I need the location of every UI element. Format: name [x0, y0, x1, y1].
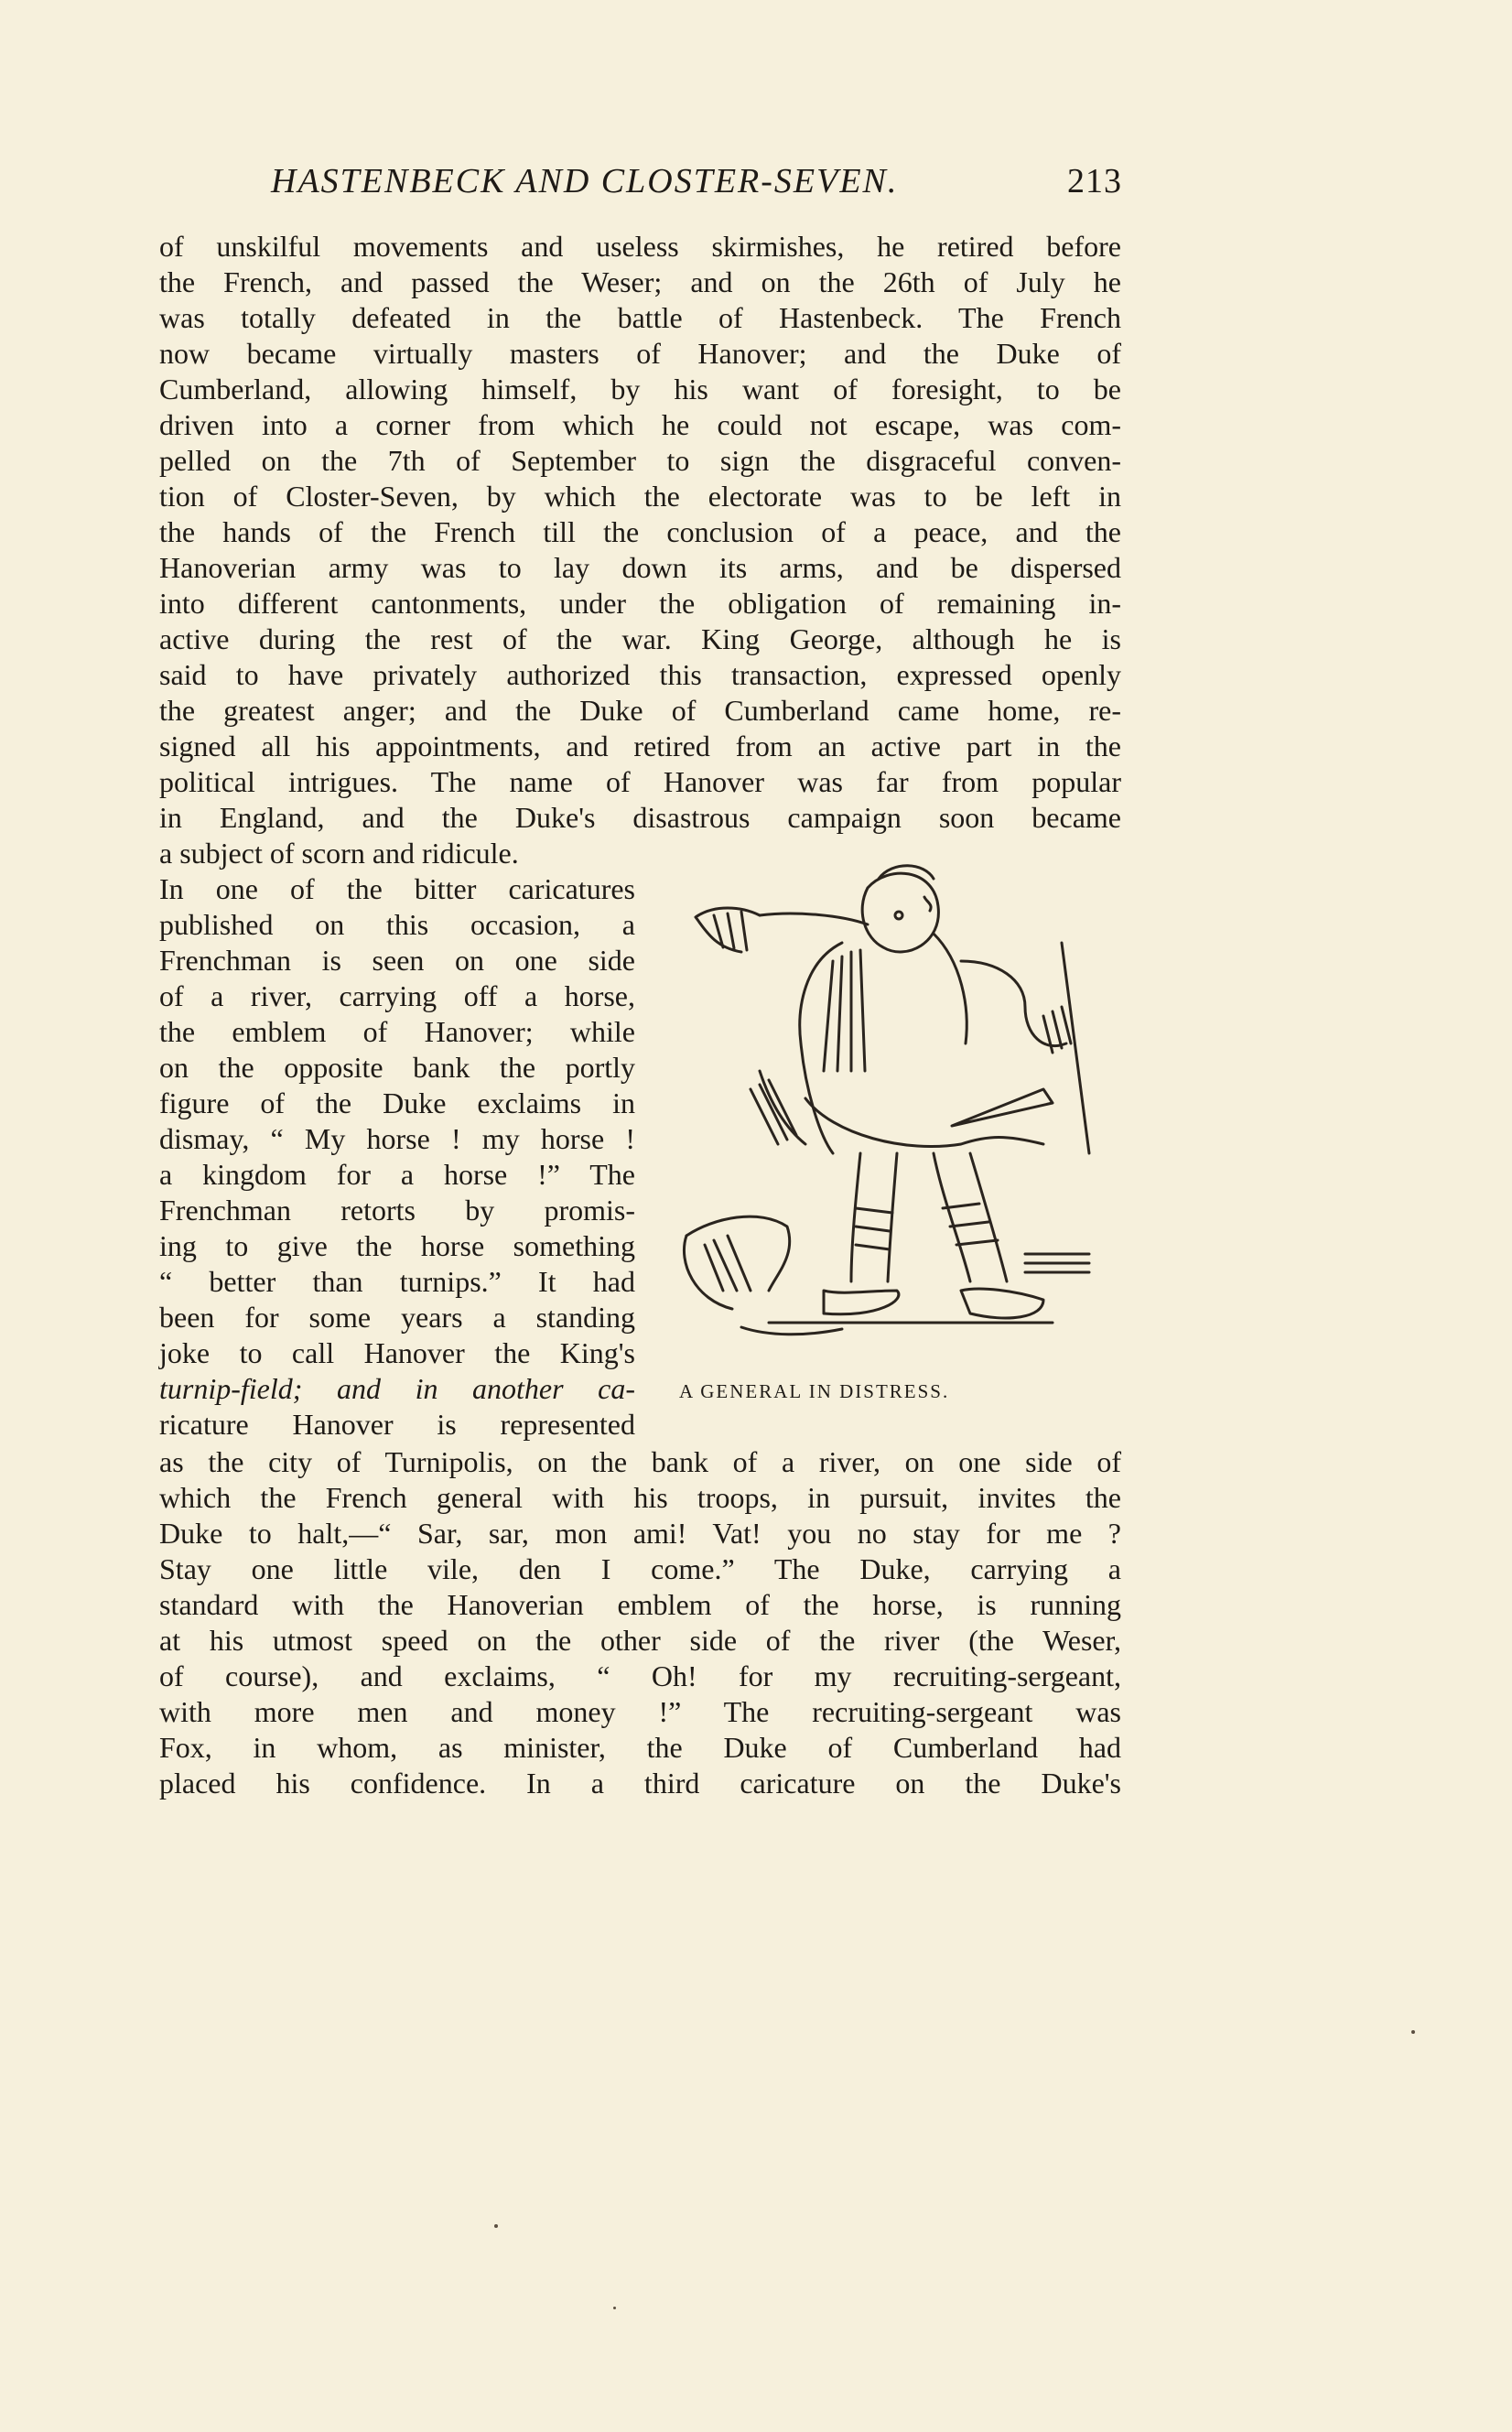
wrap-text-line: In one of the bitter caricatures — [159, 872, 635, 905]
text-line: driven into a corner from which he could not escape, was com- — [159, 408, 1121, 441]
text-line: standard with the Hanoverian emblem of the horse, is running — [159, 1588, 1121, 1621]
wrap-text-line: ricature Hanover is represented — [159, 1408, 635, 1441]
text-line: pelled on the 7th of September to sign the disgraceful conven- — [159, 444, 1121, 477]
wrap-text-line: turnip-field; and in another ca- — [159, 1372, 635, 1405]
wrap-text-line: on the opposite bank the portly — [159, 1051, 635, 1084]
caricature-illustration — [659, 860, 1117, 1355]
wrap-text-line: of a river, carrying off a horse, — [159, 979, 635, 1012]
figure-caption: A GENERAL IN DISTRESS. — [679, 1380, 950, 1402]
text-line: into different cantonments, under the obligation of remaining in- — [159, 587, 1121, 620]
text-line: now became virtually masters of Hanover; and the Duke of — [159, 337, 1121, 370]
wrap-text-line: a subject of scorn and ridicule. — [159, 837, 519, 870]
running-head-title: HASTENBECK AND CLOSTER-SEVEN. — [271, 162, 899, 200]
text-line: Duke to halt,—“ Sar, sar, mon ami! Vat! you no stay for me ? — [159, 1517, 1121, 1550]
text-line: signed all his appointments, and retired from an active part in the — [159, 730, 1121, 762]
paper-speck — [494, 2224, 498, 2228]
wrap-text-line: published on this occasion, a — [159, 908, 635, 941]
wrap-text-line: the emblem of Hanover; while — [159, 1015, 635, 1048]
wrap-text-line: ing to give the horse something — [159, 1229, 635, 1262]
text-line: was totally defeated in the battle of Hastenbeck. The French — [159, 301, 1121, 334]
text-line: as the city of Turnipolis, on the bank of a river, on one side of — [159, 1445, 1121, 1478]
wrap-text-line: Frenchman retorts by promis- — [159, 1194, 635, 1227]
text-line: political intrigues. The name of Hanover was far from popular — [159, 765, 1121, 798]
text-line: tion of Closter-Seven, by which the electorate was to be left in — [159, 480, 1121, 513]
paper-speck — [1411, 2030, 1415, 2034]
text-line: the greatest anger; and the Duke of Cumberland came home, re- — [159, 694, 1121, 727]
wrap-text-line: a kingdom for a horse !” The — [159, 1158, 635, 1191]
text-line: Fox, in whom, as minister, the Duke of Cumberland had — [159, 1731, 1121, 1764]
wrap-text-line: “ better than turnips.” It had — [159, 1265, 635, 1298]
wrap-text-line: Frenchman is seen on one side — [159, 944, 635, 977]
paper-speck — [613, 2307, 616, 2309]
text-line: in England, and the Duke's disastrous campaign soon became — [159, 801, 1121, 834]
text-line: the hands of the French till the conclusion of a peace, and the — [159, 515, 1121, 548]
text-line: Hanoverian army was to lay down its arms, and be dispersed — [159, 551, 1121, 584]
text-line: of course), and exclaims, “ Oh! for my recruiting-sergeant, — [159, 1659, 1121, 1692]
text-line: with more men and money !” The recruiting-sergeant was — [159, 1695, 1121, 1728]
page-number: 213 — [1067, 162, 1122, 200]
running-head — [271, 161, 1122, 201]
text-line: active during the rest of the war. King George, although he is — [159, 622, 1121, 655]
text-line: of unskilful movements and useless skirmishes, he retired before — [159, 230, 1121, 263]
text-line: said to have privately authorized this transaction, expressed openly — [159, 658, 1121, 691]
text-line: at his utmost speed on the other side of the river (the Weser, — [159, 1624, 1121, 1657]
text-line: the French, and passed the Weser; and on the 26th of July he — [159, 265, 1121, 298]
text-line: Cumberland, allowing himself, by his want of foresight, to be — [159, 373, 1121, 405]
text-line: Stay one little vile, den I come.” The Duke, carrying a — [159, 1552, 1121, 1585]
wrap-text-line: dismay, “ My horse ! my horse ! — [159, 1122, 635, 1155]
text-line: placed his confidence. In a third caricature on the Duke's — [159, 1767, 1121, 1800]
text-line: which the French general with his troops, in pursuit, invites the — [159, 1481, 1121, 1514]
wrap-text-line: been for some years a standing — [159, 1301, 635, 1334]
wrap-text-line: joke to call Hanover the King's — [159, 1336, 635, 1369]
wrap-text-line: figure of the Duke exclaims in — [159, 1086, 635, 1119]
